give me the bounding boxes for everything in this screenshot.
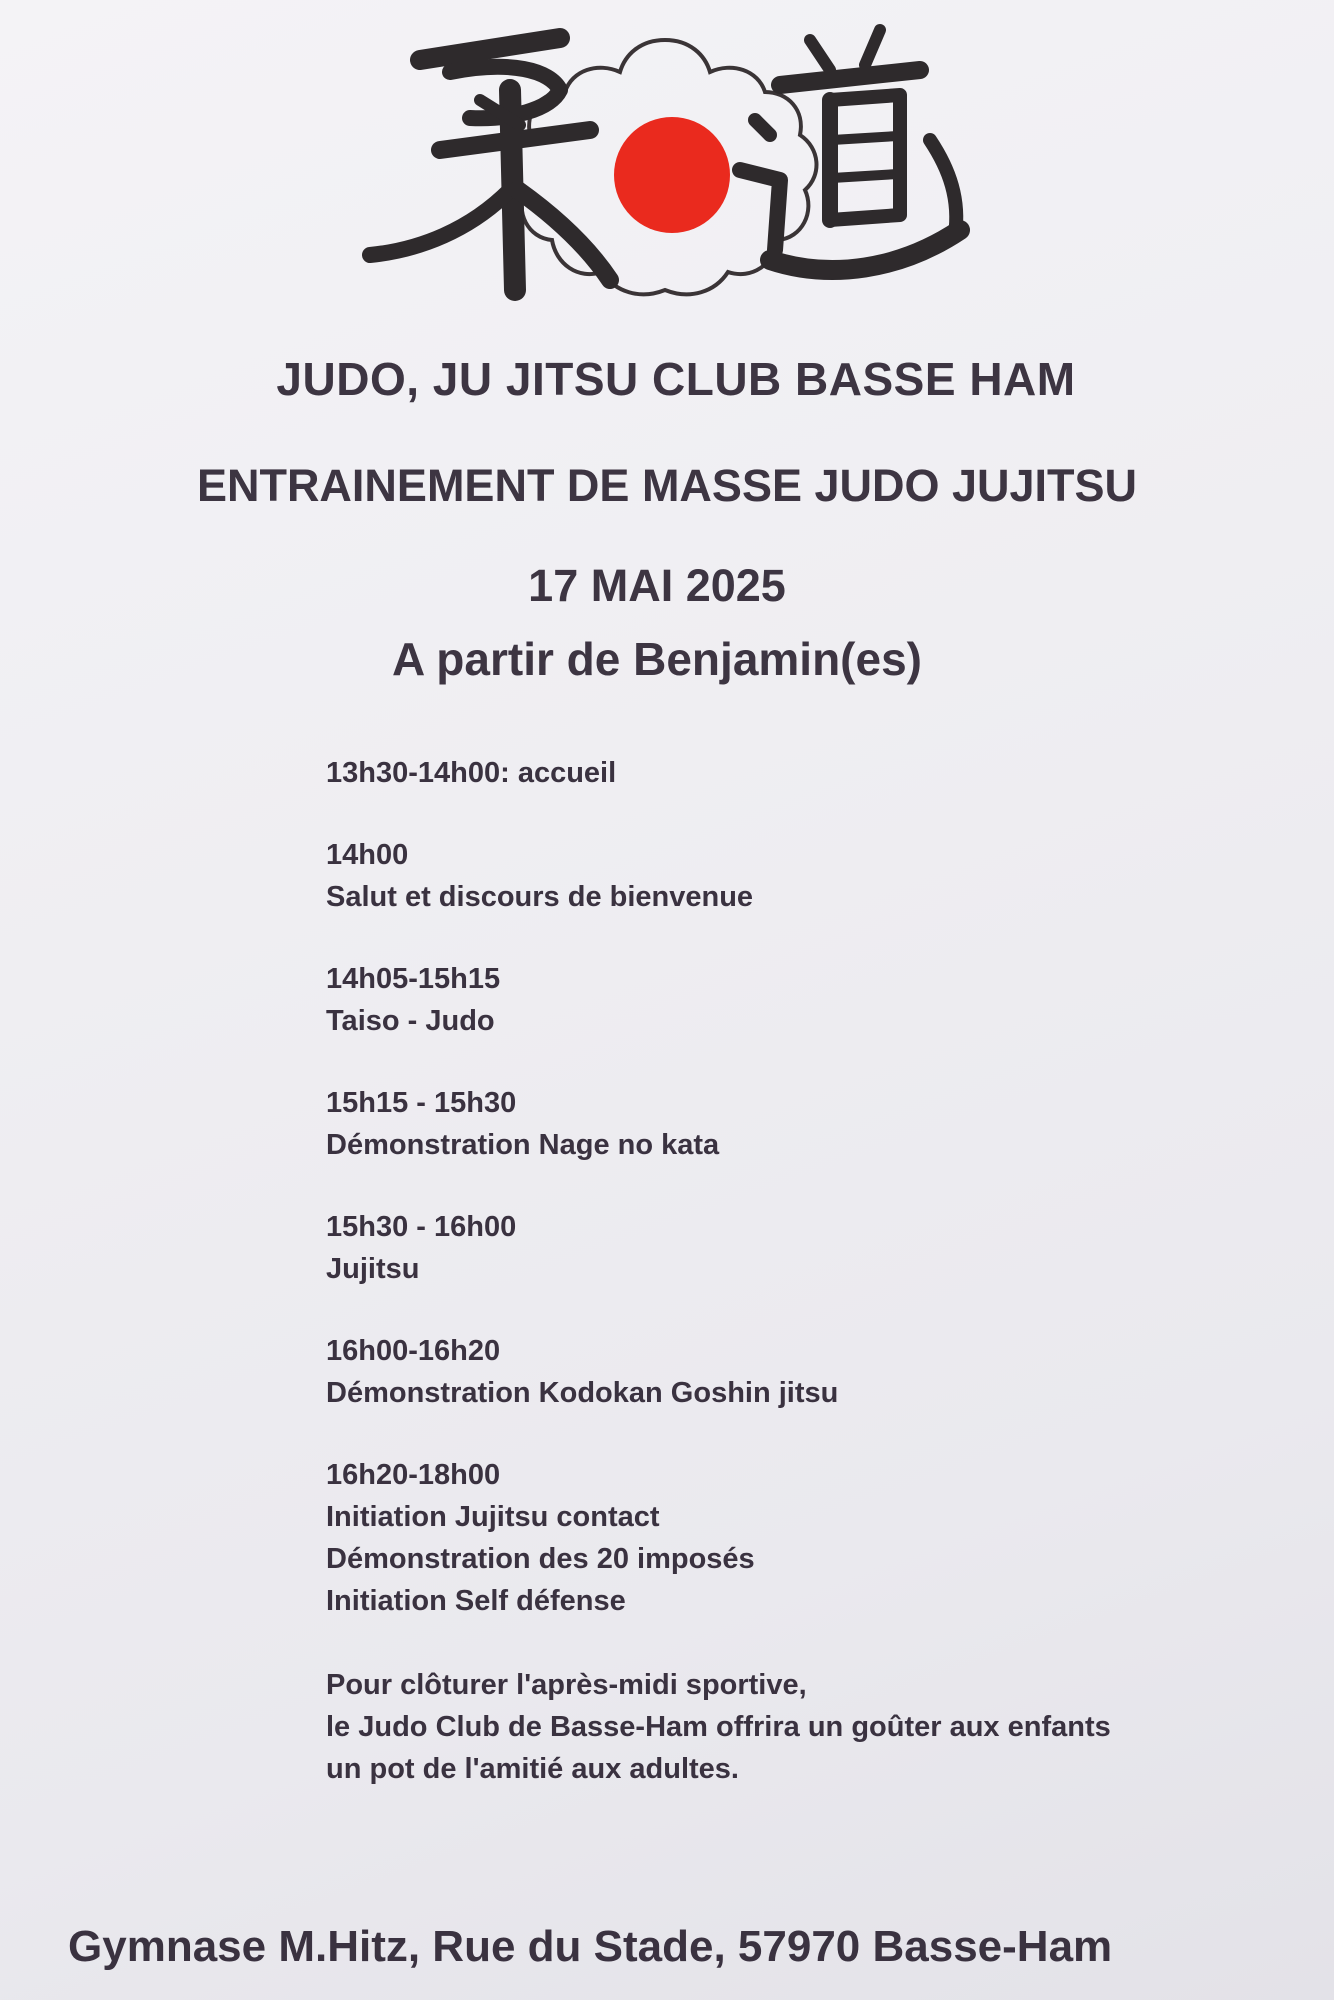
schedule-activity: Salut et discours de bienvenue <box>326 881 754 913</box>
schedule-time: 16h20-18h00 <box>326 1459 501 1491</box>
footer-address: Gymnase M.Hitz, Rue du Stade, 57970 Basse-Ham <box>68 1922 1113 1971</box>
schedule-time: 16h00-16h20 <box>326 1335 501 1367</box>
kanji-do-icon <box>740 30 960 270</box>
schedule-slot <box>326 1206 1226 1290</box>
closing-note <box>326 1664 1226 1790</box>
event-title: ENTRAINEMENT DE MASSE JUDO JUJITSU <box>196 460 1138 511</box>
schedule-slot <box>326 1082 1226 1166</box>
schedule-slot <box>326 1454 1226 1622</box>
closing-line: Pour clôturer l'après-midi sportive, <box>326 1669 807 1701</box>
audience-line: A partir de Benjamin(es) <box>392 633 922 685</box>
schedule-activity: Démonstration Nage no kata <box>326 1129 720 1161</box>
schedule-slot <box>326 752 1226 794</box>
schedule-activity: Taiso - Judo <box>326 1005 495 1037</box>
judo-kanji-logo <box>360 0 970 320</box>
schedule-slot <box>326 834 1226 918</box>
closing-line: un pot de l'amitié aux adultes. <box>326 1753 739 1785</box>
schedule-activity: Initiation Self défense <box>326 1585 626 1617</box>
schedule-activity: Initiation Jujitsu contact <box>326 1501 660 1533</box>
schedule-activity: Jujitsu <box>326 1253 420 1285</box>
schedule-activity: Démonstration des 20 imposés <box>326 1543 755 1575</box>
closing-line: le Judo Club de Basse-Ham offrira un goûter aux enfants <box>326 1711 1111 1743</box>
schedule-slot <box>326 1330 1226 1414</box>
schedule-slot <box>326 958 1226 1042</box>
schedule-time: 15h30 - 16h00 <box>326 1211 517 1243</box>
schedule-time: 14h00 <box>326 839 409 871</box>
schedule-line: 13h30-14h00: accueil <box>326 757 617 789</box>
schedule-time: 15h15 - 15h30 <box>326 1087 517 1119</box>
schedule <box>326 752 1226 1790</box>
schedule-activity: Démonstration Kodokan Goshin jitsu <box>326 1377 839 1409</box>
red-sun-icon <box>614 117 730 233</box>
schedule-time: 14h05-15h15 <box>326 963 501 995</box>
event-date: 17 MAI 2025 <box>528 560 786 611</box>
club-title: JUDO, JU JITSU CLUB BASSE HAM <box>276 353 1076 405</box>
